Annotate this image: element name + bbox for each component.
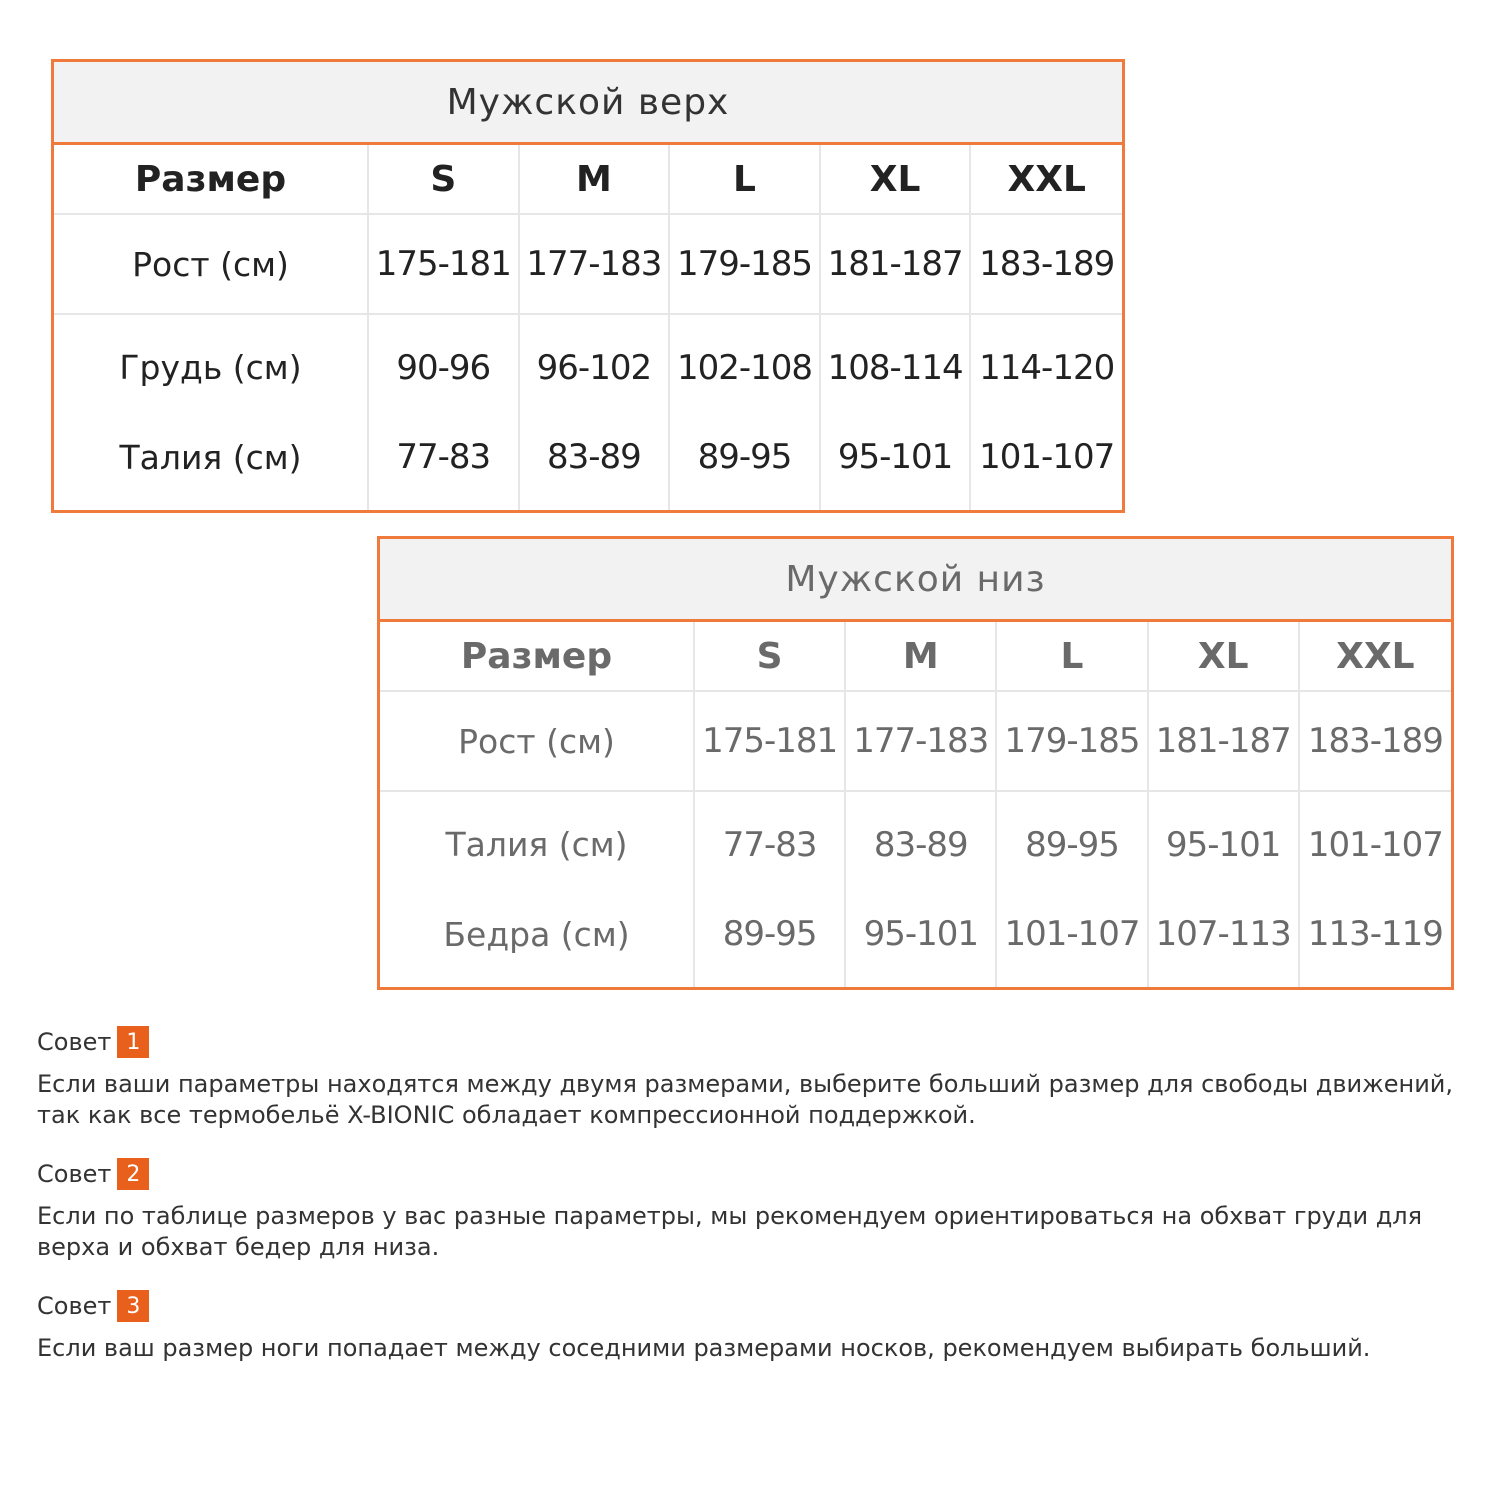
header-size-xl: XL [821, 145, 972, 215]
row-label-height: Рост (см) [54, 215, 369, 315]
row-label-chest: Грудь (см) [119, 348, 302, 388]
tip-heading [37, 1289, 1477, 1323]
height-l: 179-185 [670, 215, 821, 315]
waist-xl: 95-101 [837, 437, 953, 478]
tip-2 [37, 1157, 1477, 1263]
chest-s: 90-96 [396, 347, 491, 388]
chest-xxl: 114-120 [979, 347, 1115, 388]
tip-label: Совет [37, 1028, 112, 1056]
table-grid [380, 622, 1451, 987]
waist-l: 89-95 [697, 437, 792, 478]
row-label-waist: Талия (см) [445, 825, 628, 865]
tip-1 [37, 1025, 1477, 1131]
tip-number-badge: 1 [117, 1026, 149, 1058]
size-table-mens-bottom [377, 536, 1454, 990]
tip-label: Совет [37, 1160, 112, 1188]
header-size-l: L [670, 145, 821, 215]
chest-waist-xl [821, 315, 972, 510]
row-labels-chest-waist [54, 315, 369, 510]
header-size-m: M [846, 622, 997, 692]
table-grid [54, 145, 1122, 510]
height-s: 175-181 [695, 692, 846, 792]
hips-s: 89-95 [722, 914, 817, 955]
waist-hips-xxl [1300, 792, 1451, 987]
waist-l: 89-95 [1025, 824, 1119, 865]
waist-xl: 95-101 [1165, 824, 1281, 865]
waist-m: 83-89 [546, 437, 641, 478]
chest-xl: 108-114 [827, 347, 963, 388]
hips-xl: 107-113 [1155, 914, 1291, 955]
tip-text: Если ваши параметры находятся между двумя размерами, выберите больший размер для свободы движений, так как все термобельё X-BIONIC обладает компрессионной поддержкой. [37, 1070, 1454, 1129]
waist-hips-m [846, 792, 997, 987]
height-m: 177-183 [846, 692, 997, 792]
row-labels-waist-hips [380, 792, 695, 987]
table-title: Мужской верх [54, 62, 1122, 145]
tip-number-badge: 3 [117, 1290, 149, 1322]
waist-hips-l [997, 792, 1148, 987]
waist-xxl: 101-107 [979, 437, 1115, 478]
height-l: 179-185 [997, 692, 1148, 792]
row-label-hips: Бедра (см) [443, 914, 630, 954]
tips-section [37, 1025, 1477, 1390]
tip-heading [37, 1157, 1477, 1191]
height-m: 177-183 [520, 215, 671, 315]
height-xxl: 183-189 [971, 215, 1122, 315]
waist-s: 77-83 [396, 437, 491, 478]
tip-text: Если ваш размер ноги попадает между соседними размерами носков, рекомендуем выбирать больший. [37, 1334, 1371, 1362]
height-xxl: 183-189 [1300, 692, 1451, 792]
waist-hips-s [695, 792, 846, 987]
height-s: 175-181 [369, 215, 520, 315]
chest-waist-m [520, 315, 671, 510]
header-size-label: Размер [380, 622, 695, 692]
hips-l: 101-107 [1004, 914, 1140, 955]
row-label-height: Рост (см) [380, 692, 695, 792]
tip-text: Если по таблице размеров у вас разные параметры, мы рекомендуем ориентироваться на обхват груди для верха и обхват бедер для низа. [37, 1202, 1423, 1261]
tip-number-badge: 2 [117, 1158, 149, 1190]
waist-xxl: 101-107 [1307, 824, 1443, 865]
chest-waist-xxl [971, 315, 1122, 510]
header-size-l: L [997, 622, 1148, 692]
header-size-xl: XL [1149, 622, 1300, 692]
height-xl: 181-187 [1149, 692, 1300, 792]
height-xl: 181-187 [821, 215, 972, 315]
size-table-mens-top [51, 59, 1125, 513]
header-size-xxl: XXL [1300, 622, 1451, 692]
header-size-s: S [695, 622, 846, 692]
waist-m: 83-89 [873, 824, 968, 865]
header-size-label: Размер [54, 145, 369, 215]
chest-waist-l [670, 315, 821, 510]
header-size-xxl: XXL [971, 145, 1122, 215]
header-size-m: M [520, 145, 671, 215]
tip-heading [37, 1025, 1477, 1059]
hips-xxl: 113-119 [1307, 914, 1443, 955]
tip-label: Совет [37, 1292, 112, 1320]
chest-m: 96-102 [536, 347, 652, 388]
waist-s: 77-83 [722, 824, 817, 865]
row-label-waist: Талия (см) [119, 437, 302, 477]
tip-3 [37, 1289, 1477, 1364]
waist-hips-xl [1149, 792, 1300, 987]
chest-l: 102-108 [676, 347, 813, 388]
hips-m: 95-101 [863, 914, 978, 955]
chest-waist-s [369, 315, 520, 510]
table-title: Мужской низ [380, 539, 1451, 622]
header-size-s: S [369, 145, 520, 215]
